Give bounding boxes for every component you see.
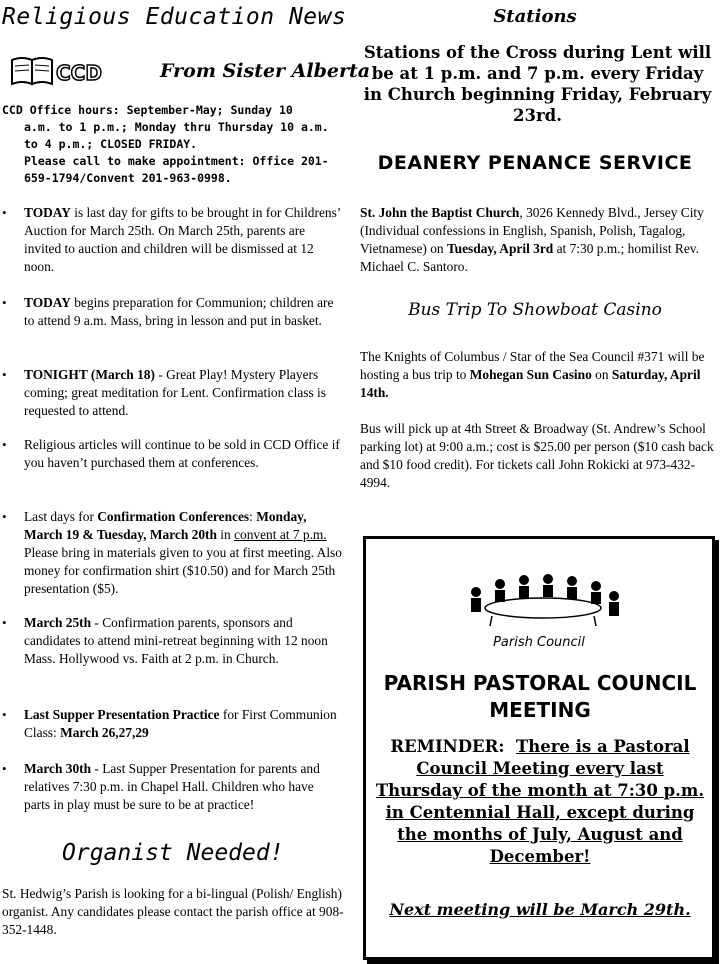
office-line: Please call to make appointment: Office 201- bbox=[24, 154, 329, 168]
list-item: • TODAY is last day for gifts to be brought in for Childrens’ Auction for March 25th. On March 25th, parents are invited to auction and children will be dismissed at 12 noon. bbox=[0, 204, 342, 276]
list-item: • Last days for Confirmation Conferences: Monday, March 19 & Tuesday, March 20th in convent at 7 p.m. Please bring in materials given to you at first meeting. Also money for confirmation shirt ($10.50) and for March 25th presentation ($5). bbox=[0, 508, 342, 598]
deanery-heading: DEANERY PENANCE SERVICE bbox=[377, 152, 693, 174]
bus-trip-details: Bus will pick up at 4th Street & Broadway (St. Andrew’s School parking lot) at 9:00 a.m.; cost is $25.00 per person ($10 cash back and $10 food credit). For tickets call John Rokicki at 973-432-4994. bbox=[360, 421, 714, 490]
list-item: • Last Supper Presentation Practice for First Communion Class: March 26,27,29 bbox=[0, 706, 342, 742]
stations-heading: Stations bbox=[493, 6, 577, 27]
bus-trip-heading: Bus Trip To Showboat Casino bbox=[408, 300, 662, 320]
office-line: CCD Office hours: September-May; Sunday 10 bbox=[2, 103, 293, 117]
page-title: Religious Education News bbox=[2, 4, 347, 30]
list-item: • March 25th - Confirmation parents, sponsors and candidates to attend mini-retreat beginning with 12 noon Mass. Hollywood vs. Faith at 2 p.m. in Church. bbox=[0, 614, 342, 668]
list-item: • Religious articles will continue to be sold in CCD Office if you haven’t purchased them at conferences. bbox=[0, 436, 342, 472]
deanery-text: St. John the Baptist Church, 3026 Kennedy Blvd., Jersey City (Individual confessions in English, Spanish, Polish, Tagalog, Vietnamese) on Tuesday, April 3rd at 7:30 p.m.; homilist Rev. Michael C. Santoro. bbox=[360, 205, 704, 274]
office-hours bbox=[2, 102, 346, 187]
office-line: a.m. to 1 p.m.; Monday thru Thursday 10 a.m. bbox=[24, 120, 329, 134]
council-heading: PARISH PASTORAL COUNCIL MEETING bbox=[383, 671, 697, 722]
list-item: • TONIGHT (March 18) - Great Play! Mystery Players coming; great meditation for Lent. Confirmation class is requested to attend. bbox=[0, 366, 342, 420]
byline: From Sister Alberta bbox=[160, 60, 371, 82]
list-item: • March 30th - Last Supper Presentation for parents and relatives 7:30 p.m. in Chapel Hall. Children who have parts in play must be sure to be at practice! bbox=[0, 760, 342, 814]
organist-heading: Organist Needed! bbox=[62, 840, 284, 866]
open-book-icon bbox=[10, 56, 102, 88]
council-next-meeting: Next meeting will be March 29th. bbox=[389, 900, 691, 919]
organist-text: St. Hedwig’s Parish is looking for a bi-lingual (Polish/ English) organist. Any candidates please contact the parish office at 908-352-1448. bbox=[2, 886, 344, 937]
bus-trip-text: The Knights of Columbus / Star of the Sea Council #371 will be hosting a bus trip to Mohegan Sun Casino on Saturday, April 14th. bbox=[360, 349, 705, 400]
office-line: to 4 p.m.; CLOSED FRIDAY. bbox=[24, 137, 198, 151]
council-reminder: REMINDER: There is a Pastoral Council Meeting every last Thursday of the month at 7:30 p.m. in Centennial Hall, except during the months of July, August and December! bbox=[375, 737, 705, 866]
list-item: • TODAY begins preparation for Communion; children are to attend 9 a.m. Mass, bring in lesson and put in basket. bbox=[0, 294, 342, 330]
council-caption: Parish Council bbox=[493, 635, 585, 650]
office-line: 659-1794/Convent 201-963-0998. bbox=[24, 171, 232, 185]
council-table-icon bbox=[462, 572, 624, 628]
stations-text: Stations of the Cross during Lent will be at 1 p.m. and 7 p.m. every Friday in Church beginning Friday, February 23rd. bbox=[363, 43, 712, 125]
ccd-logo-text: CCD bbox=[56, 61, 102, 85]
